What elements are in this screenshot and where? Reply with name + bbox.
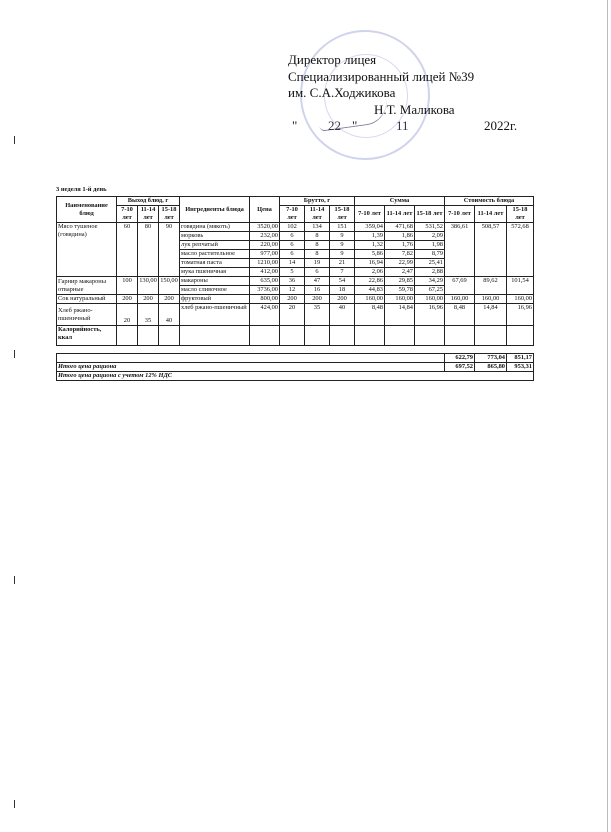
header-cost: Стоимость блюда bbox=[445, 197, 534, 206]
ingredient-name: томатная паста bbox=[180, 259, 250, 268]
yield-cell: 130,00 bbox=[138, 277, 159, 295]
yield-cell: 80 bbox=[138, 223, 159, 277]
sum-cell: 8,79 bbox=[415, 250, 445, 259]
brutto-cell: 6 bbox=[305, 268, 330, 277]
sum-cell: 160,00 bbox=[385, 295, 415, 304]
brutto-cell: 35 bbox=[305, 304, 330, 326]
header-row-2 bbox=[57, 206, 534, 223]
header-dish: Наименование блюд bbox=[57, 197, 117, 223]
table-row bbox=[57, 223, 534, 232]
price-cell: 232,00 bbox=[250, 232, 280, 241]
cost-cell: 16,96 bbox=[507, 304, 534, 326]
table-row bbox=[57, 295, 534, 304]
brutto-cell: 200 bbox=[280, 295, 305, 304]
sum-cell: 44,83 bbox=[355, 286, 385, 295]
brutto-cell: 36 bbox=[280, 277, 305, 286]
header-ingredients: Ингредиенты блюда bbox=[180, 197, 250, 223]
calories-label: Калорийность, ккал bbox=[57, 326, 117, 346]
yield-cell: 20 bbox=[117, 304, 138, 326]
price-cell: 1210,00 bbox=[250, 259, 280, 268]
header-row-1 bbox=[57, 197, 534, 206]
date-quote-open: " bbox=[292, 118, 298, 133]
scan-mark bbox=[14, 800, 15, 808]
sum-cell: 22,99 bbox=[385, 259, 415, 268]
subtotal-cell: 622,79 bbox=[445, 354, 475, 363]
yield-cell: 150,00 bbox=[159, 277, 180, 295]
header-price: Цена bbox=[250, 197, 280, 223]
sum-cell: 359,04 bbox=[355, 223, 385, 232]
brutto-cell: 134 bbox=[305, 223, 330, 232]
sum-cell: 34,29 bbox=[415, 277, 445, 286]
approval-block bbox=[288, 52, 588, 135]
yield-cell: 35 bbox=[138, 304, 159, 326]
brutto-cell: 7 bbox=[330, 268, 355, 277]
cost-cell: 386,61 bbox=[445, 223, 475, 277]
sum-cell: 22,86 bbox=[355, 277, 385, 286]
table-row bbox=[57, 304, 534, 326]
total-cell: 953,31 bbox=[507, 363, 534, 372]
cost-cell: 14,84 bbox=[475, 304, 507, 326]
sum-cell: 2,47 bbox=[385, 268, 415, 277]
spacer-row bbox=[57, 346, 534, 354]
header-brutto: Брутто, г bbox=[280, 197, 355, 206]
sum-cell: 1,76 bbox=[385, 241, 415, 250]
cost-cell: 8,48 bbox=[445, 304, 475, 326]
header-brutto-age2: 11-14 лет bbox=[305, 206, 330, 223]
price-cell: 424,00 bbox=[250, 304, 280, 326]
brutto-cell: 47 bbox=[305, 277, 330, 286]
sum-cell: 14,84 bbox=[385, 304, 415, 326]
scan-mark bbox=[14, 350, 15, 358]
sum-cell: 8,48 bbox=[355, 304, 385, 326]
brutto-cell: 151 bbox=[330, 223, 355, 232]
vat-row bbox=[57, 372, 534, 381]
yield-cell: 100 bbox=[117, 277, 138, 295]
approval-line-1: Директор лицея bbox=[288, 52, 377, 67]
header-yield: Выход блюд, г bbox=[117, 197, 180, 206]
price-cell: 635,00 bbox=[250, 277, 280, 286]
scan-mark bbox=[14, 576, 15, 584]
sum-cell: 2,09 bbox=[415, 232, 445, 241]
date-year: 2022г. bbox=[484, 118, 518, 133]
header-yield-age2: 11-14 лет bbox=[138, 206, 159, 223]
sum-cell: 1,32 bbox=[355, 241, 385, 250]
brutto-cell: 9 bbox=[330, 250, 355, 259]
scan-mark bbox=[14, 136, 15, 144]
date-month: 11 bbox=[396, 118, 409, 133]
brutto-cell: 102 bbox=[280, 223, 305, 232]
yield-cell: 200 bbox=[159, 295, 180, 304]
yield-cell: 200 bbox=[117, 295, 138, 304]
header-yield-age3: 15-18 лет bbox=[159, 206, 180, 223]
sum-cell: 1,39 bbox=[355, 232, 385, 241]
week-label: 3 неделя 1-й день bbox=[56, 186, 107, 193]
scan-edge bbox=[607, 0, 608, 832]
brutto-cell: 14 bbox=[280, 259, 305, 268]
sum-cell: 2,06 bbox=[355, 268, 385, 277]
ingredient-name: масло растительное bbox=[180, 250, 250, 259]
subtotal-cell: 773,04 bbox=[475, 354, 507, 363]
price-cell: 3520,00 bbox=[250, 223, 280, 232]
ingredient-name: масло сливочное bbox=[180, 286, 250, 295]
total-label: Итого цена рациона bbox=[57, 363, 445, 372]
date-day: 22 bbox=[328, 118, 341, 133]
brutto-cell: 8 bbox=[305, 232, 330, 241]
cost-cell: 160,00 bbox=[445, 295, 475, 304]
sum-cell: 7,82 bbox=[385, 250, 415, 259]
header-cost-age3: 15-18 лет bbox=[507, 206, 534, 223]
cost-cell: 508,57 bbox=[475, 223, 507, 277]
header-brutto-age3: 15-18 лет bbox=[330, 206, 355, 223]
header-cost-age1: 7-10 лет bbox=[445, 206, 475, 223]
price-cell: 220,00 bbox=[250, 241, 280, 250]
brutto-cell: 6 bbox=[280, 241, 305, 250]
dish-name-bread: Хлеб ржано-пшеничный bbox=[57, 304, 117, 326]
brutto-cell: 20 bbox=[280, 304, 305, 326]
brutto-cell: 54 bbox=[330, 277, 355, 286]
ingredient-name: лук репчатый bbox=[180, 241, 250, 250]
header-brutto-age1: 7-10 лет bbox=[280, 206, 305, 223]
brutto-cell: 12 bbox=[280, 286, 305, 295]
yield-cell: 40 bbox=[159, 304, 180, 326]
price-cell: 977,00 bbox=[250, 250, 280, 259]
price-cell: 3736,00 bbox=[250, 286, 280, 295]
approval-line-2: Специализированный лицей №39 bbox=[288, 68, 475, 84]
price-cell: 800,00 bbox=[250, 295, 280, 304]
header-sum: Сумма bbox=[355, 197, 445, 206]
table-row bbox=[57, 326, 534, 346]
header-yield-age1: 7-10 лет bbox=[117, 206, 138, 223]
date-quote-close: " bbox=[352, 118, 358, 133]
sum-cell: 16,94 bbox=[355, 259, 385, 268]
sum-cell: 25,41 bbox=[415, 259, 445, 268]
brutto-cell: 5 bbox=[280, 268, 305, 277]
brutto-cell: 200 bbox=[330, 295, 355, 304]
sum-cell: 59,78 bbox=[385, 286, 415, 295]
brutto-cell: 8 bbox=[305, 241, 330, 250]
subtotal-cell: 851,17 bbox=[507, 354, 534, 363]
menu-table bbox=[56, 196, 534, 381]
brutto-cell: 9 bbox=[330, 241, 355, 250]
dish-name-meat: Мясо тушеное (говядина) bbox=[57, 223, 117, 277]
brutto-cell: 16 bbox=[305, 286, 330, 295]
cost-cell: 67,69 bbox=[445, 277, 475, 295]
cost-cell: 89,62 bbox=[475, 277, 507, 295]
approval-line-4: Н.Т. Маликова bbox=[374, 101, 455, 117]
ingredient-name: фруктовый bbox=[180, 295, 250, 304]
dish-name-pasta: Гарнир макароны отварные bbox=[57, 277, 117, 295]
ingredient-name: мука пшеничная bbox=[180, 268, 250, 277]
header-sum-age2: 11-14 лет bbox=[385, 206, 415, 223]
brutto-cell: 18 bbox=[330, 286, 355, 295]
approval-date bbox=[288, 118, 588, 135]
sum-cell: 5,86 bbox=[355, 250, 385, 259]
sum-cell: 1,86 bbox=[385, 232, 415, 241]
brutto-cell: 200 bbox=[305, 295, 330, 304]
total-row bbox=[57, 363, 534, 372]
sum-cell: 2,88 bbox=[415, 268, 445, 277]
sum-cell: 471,68 bbox=[385, 223, 415, 232]
header-sum-age3: 15-18 лет bbox=[415, 206, 445, 223]
cost-cell: 572,68 bbox=[507, 223, 534, 277]
brutto-cell: 19 bbox=[305, 259, 330, 268]
header-cost-age2: 11-14 лет bbox=[475, 206, 507, 223]
total-cell: 865,80 bbox=[475, 363, 507, 372]
table-row bbox=[57, 277, 534, 286]
brutto-cell: 9 bbox=[330, 232, 355, 241]
sum-cell: 160,00 bbox=[355, 295, 385, 304]
sum-cell: 67,25 bbox=[415, 286, 445, 295]
cost-cell: 101,54 bbox=[507, 277, 534, 295]
sum-cell: 531,52 bbox=[415, 223, 445, 232]
price-cell: 412,00 bbox=[250, 268, 280, 277]
brutto-cell: 6 bbox=[280, 232, 305, 241]
cost-cell: 160,00 bbox=[475, 295, 507, 304]
subtotal-row bbox=[57, 354, 534, 363]
brutto-cell: 8 bbox=[305, 250, 330, 259]
header-sum-age1: 7-10 лет bbox=[355, 206, 385, 223]
ingredient-name: морковь bbox=[180, 232, 250, 241]
yield-cell: 200 bbox=[138, 295, 159, 304]
cost-cell: 160,00 bbox=[507, 295, 534, 304]
brutto-cell: 21 bbox=[330, 259, 355, 268]
sum-cell: 160,00 bbox=[415, 295, 445, 304]
approval-line-3: им. С.А.Ходжикова bbox=[288, 85, 396, 100]
sum-cell: 1,98 bbox=[415, 241, 445, 250]
ingredient-name: говядина (мякоть) bbox=[180, 223, 250, 232]
brutto-cell: 40 bbox=[330, 304, 355, 326]
yield-cell: 60 bbox=[117, 223, 138, 277]
ingredient-name: хлеб ржано-пшеничный bbox=[180, 304, 250, 326]
ingredient-name: макароны bbox=[180, 277, 250, 286]
sum-cell: 16,96 bbox=[415, 304, 445, 326]
sum-cell: 29,85 bbox=[385, 277, 415, 286]
yield-cell: 90 bbox=[159, 223, 180, 277]
dish-name-juice: Сок натуральный bbox=[57, 295, 117, 304]
total-cell: 697,52 bbox=[445, 363, 475, 372]
vat-label: Итого цена рациона с учетом 12% НДС bbox=[57, 372, 534, 381]
brutto-cell: 6 bbox=[280, 250, 305, 259]
